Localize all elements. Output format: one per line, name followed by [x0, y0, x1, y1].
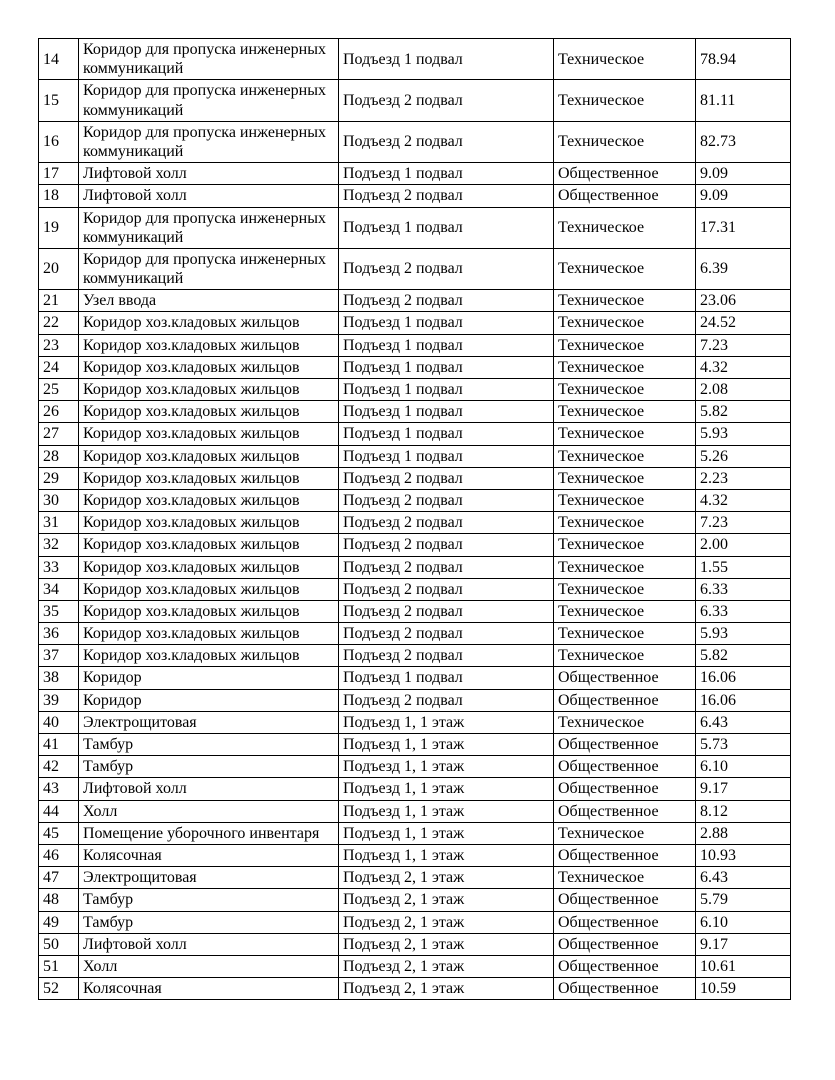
- cell-room-name: Коридор хоз.кладовых жильцов: [79, 423, 339, 445]
- cell-room-name: Тамбур: [79, 911, 339, 933]
- cell-location: Подъезд 2, 1 этаж: [339, 867, 554, 889]
- cell-room-name: Коридор для пропуска инженерных коммуникаций: [79, 248, 339, 289]
- cell-room-type: Общественное: [554, 889, 696, 911]
- cell-location: Подъезд 1 подвал: [339, 667, 554, 689]
- cell-row-number: 30: [39, 489, 79, 511]
- table-row: [39, 121, 791, 162]
- cell-room-name: Коридор хоз.кладовых жильцов: [79, 379, 339, 401]
- cell-room-type: Общественное: [554, 778, 696, 800]
- table-row: [39, 734, 791, 756]
- cell-area: 10.61: [696, 955, 791, 977]
- table-row: [39, 423, 791, 445]
- cell-room-name: Коридор для пропуска инженерных коммуникаций: [79, 39, 339, 80]
- table-row: [39, 978, 791, 1000]
- cell-area: 6.10: [696, 911, 791, 933]
- table-row: [39, 600, 791, 622]
- cell-room-name: Коридор для пропуска инженерных коммуникаций: [79, 121, 339, 162]
- cell-location: Подъезд 1, 1 этаж: [339, 822, 554, 844]
- cell-area: 6.10: [696, 756, 791, 778]
- cell-row-number: 45: [39, 822, 79, 844]
- cell-row-number: 41: [39, 734, 79, 756]
- cell-room-type: Техническое: [554, 121, 696, 162]
- cell-room-name: Холл: [79, 800, 339, 822]
- cell-area: 8.12: [696, 800, 791, 822]
- table-row: [39, 689, 791, 711]
- cell-room-type: Техническое: [554, 556, 696, 578]
- cell-location: Подъезд 2 подвал: [339, 623, 554, 645]
- table-row: [39, 556, 791, 578]
- cell-room-name: Коридор хоз.кладовых жильцов: [79, 489, 339, 511]
- cell-room-type: Техническое: [554, 290, 696, 312]
- cell-location: Подъезд 1 подвал: [339, 356, 554, 378]
- cell-row-number: 44: [39, 800, 79, 822]
- cell-room-type: Общественное: [554, 185, 696, 207]
- cell-row-number: 38: [39, 667, 79, 689]
- cell-location: Подъезд 2, 1 этаж: [339, 889, 554, 911]
- table-row: [39, 933, 791, 955]
- cell-room-name: Помещение уборочного инвентаря: [79, 822, 339, 844]
- cell-room-name: Коридор хоз.кладовых жильцов: [79, 356, 339, 378]
- table-row: [39, 512, 791, 534]
- cell-room-type: Техническое: [554, 822, 696, 844]
- table-row: [39, 756, 791, 778]
- cell-location: Подъезд 2 подвал: [339, 645, 554, 667]
- cell-area: 5.26: [696, 445, 791, 467]
- cell-row-number: 43: [39, 778, 79, 800]
- cell-row-number: 22: [39, 312, 79, 334]
- cell-row-number: 52: [39, 978, 79, 1000]
- cell-row-number: 39: [39, 689, 79, 711]
- cell-location: Подъезд 2 подвал: [339, 467, 554, 489]
- cell-room-name: Лифтовой холл: [79, 185, 339, 207]
- cell-location: Подъезд 2 подвал: [339, 248, 554, 289]
- cell-room-name: Коридор хоз.кладовых жильцов: [79, 401, 339, 423]
- cell-location: Подъезд 1 подвал: [339, 207, 554, 248]
- cell-room-type: Общественное: [554, 911, 696, 933]
- cell-location: Подъезд 1, 1 этаж: [339, 800, 554, 822]
- cell-room-name: Колясочная: [79, 978, 339, 1000]
- cell-area: 5.93: [696, 423, 791, 445]
- cell-area: 6.33: [696, 578, 791, 600]
- table-row: [39, 489, 791, 511]
- cell-room-type: Общественное: [554, 756, 696, 778]
- cell-room-type: Техническое: [554, 867, 696, 889]
- cell-area: 82.73: [696, 121, 791, 162]
- cell-location: Подъезд 1, 1 этаж: [339, 756, 554, 778]
- cell-room-type: Общественное: [554, 163, 696, 185]
- cell-row-number: 48: [39, 889, 79, 911]
- cell-area: 9.17: [696, 778, 791, 800]
- cell-room-name: Коридор для пропуска инженерных коммуникаций: [79, 80, 339, 121]
- cell-area: 4.32: [696, 489, 791, 511]
- cell-location: Подъезд 2 подвал: [339, 80, 554, 121]
- cell-row-number: 19: [39, 207, 79, 248]
- cell-room-type: Техническое: [554, 39, 696, 80]
- cell-row-number: 50: [39, 933, 79, 955]
- cell-area: 78.94: [696, 39, 791, 80]
- cell-room-type: Общественное: [554, 978, 696, 1000]
- cell-area: 7.23: [696, 334, 791, 356]
- cell-room-name: Тамбур: [79, 734, 339, 756]
- cell-location: Подъезд 2, 1 этаж: [339, 933, 554, 955]
- cell-room-type: Техническое: [554, 445, 696, 467]
- cell-location: Подъезд 1, 1 этаж: [339, 734, 554, 756]
- cell-row-number: 23: [39, 334, 79, 356]
- cell-row-number: 26: [39, 401, 79, 423]
- table-body: [39, 39, 791, 1000]
- cell-location: Подъезд 1 подвал: [339, 163, 554, 185]
- cell-location: Подъезд 1, 1 этаж: [339, 844, 554, 866]
- cell-row-number: 31: [39, 512, 79, 534]
- table-row: [39, 578, 791, 600]
- cell-area: 6.33: [696, 600, 791, 622]
- cell-area: 23.06: [696, 290, 791, 312]
- cell-room-type: Техническое: [554, 423, 696, 445]
- cell-area: 5.79: [696, 889, 791, 911]
- cell-room-type: Общественное: [554, 734, 696, 756]
- cell-room-type: Техническое: [554, 401, 696, 423]
- cell-row-number: 51: [39, 955, 79, 977]
- cell-room-name: Тамбур: [79, 756, 339, 778]
- cell-room-name: Коридор: [79, 667, 339, 689]
- cell-row-number: 17: [39, 163, 79, 185]
- cell-room-name: Коридор хоз.кладовых жильцов: [79, 445, 339, 467]
- cell-area: 4.32: [696, 356, 791, 378]
- cell-row-number: 35: [39, 600, 79, 622]
- cell-row-number: 18: [39, 185, 79, 207]
- cell-room-type: Техническое: [554, 334, 696, 356]
- cell-room-type: Техническое: [554, 312, 696, 334]
- cell-room-name: Колясочная: [79, 844, 339, 866]
- cell-room-name: Коридор хоз.кладовых жильцов: [79, 623, 339, 645]
- cell-room-type: Техническое: [554, 578, 696, 600]
- table-row: [39, 955, 791, 977]
- cell-room-name: Коридор: [79, 689, 339, 711]
- cell-room-name: Лифтовой холл: [79, 778, 339, 800]
- table-row: [39, 445, 791, 467]
- cell-location: Подъезд 2 подвал: [339, 689, 554, 711]
- cell-area: 5.73: [696, 734, 791, 756]
- cell-location: Подъезд 2, 1 этаж: [339, 978, 554, 1000]
- cell-area: 9.09: [696, 185, 791, 207]
- cell-location: Подъезд 2 подвал: [339, 290, 554, 312]
- cell-row-number: 46: [39, 844, 79, 866]
- cell-row-number: 21: [39, 290, 79, 312]
- table-row: [39, 379, 791, 401]
- cell-row-number: 42: [39, 756, 79, 778]
- cell-area: 2.08: [696, 379, 791, 401]
- cell-row-number: 27: [39, 423, 79, 445]
- cell-area: 10.59: [696, 978, 791, 1000]
- cell-area: 24.52: [696, 312, 791, 334]
- cell-room-name: Электрощитовая: [79, 867, 339, 889]
- cell-row-number: 14: [39, 39, 79, 80]
- cell-room-name: Коридор хоз.кладовых жильцов: [79, 645, 339, 667]
- cell-row-number: 36: [39, 623, 79, 645]
- cell-row-number: 34: [39, 578, 79, 600]
- rooms-table: [38, 38, 791, 1000]
- table-row: [39, 844, 791, 866]
- table-row: [39, 667, 791, 689]
- cell-area: 2.23: [696, 467, 791, 489]
- cell-area: 81.11: [696, 80, 791, 121]
- cell-room-name: Коридор хоз.кладовых жильцов: [79, 512, 339, 534]
- cell-location: Подъезд 2 подвал: [339, 556, 554, 578]
- table-row: [39, 800, 791, 822]
- table-row: [39, 867, 791, 889]
- cell-row-number: 32: [39, 534, 79, 556]
- cell-room-name: Узел ввода: [79, 290, 339, 312]
- table-row: [39, 39, 791, 80]
- cell-room-type: Общественное: [554, 844, 696, 866]
- cell-row-number: 25: [39, 379, 79, 401]
- cell-row-number: 47: [39, 867, 79, 889]
- table-row: [39, 467, 791, 489]
- cell-location: Подъезд 2 подвал: [339, 600, 554, 622]
- table-row: [39, 645, 791, 667]
- cell-area: 16.06: [696, 667, 791, 689]
- table-row: [39, 185, 791, 207]
- cell-row-number: 40: [39, 711, 79, 733]
- cell-location: Подъезд 2 подвал: [339, 489, 554, 511]
- cell-room-type: Техническое: [554, 379, 696, 401]
- cell-area: 2.88: [696, 822, 791, 844]
- cell-location: Подъезд 1 подвал: [339, 401, 554, 423]
- table-row: [39, 207, 791, 248]
- cell-room-type: Техническое: [554, 623, 696, 645]
- cell-row-number: 20: [39, 248, 79, 289]
- cell-room-type: Техническое: [554, 80, 696, 121]
- table-row: [39, 401, 791, 423]
- cell-location: Подъезд 2 подвал: [339, 578, 554, 600]
- cell-room-name: Коридор для пропуска инженерных коммуникаций: [79, 207, 339, 248]
- cell-room-name: Холл: [79, 955, 339, 977]
- cell-area: 6.39: [696, 248, 791, 289]
- cell-row-number: 28: [39, 445, 79, 467]
- cell-area: 9.17: [696, 933, 791, 955]
- cell-row-number: 24: [39, 356, 79, 378]
- cell-room-name: Коридор хоз.кладовых жильцов: [79, 312, 339, 334]
- cell-row-number: 15: [39, 80, 79, 121]
- cell-room-name: Коридор хоз.кладовых жильцов: [79, 534, 339, 556]
- table-row: [39, 356, 791, 378]
- cell-room-name: Лифтовой холл: [79, 163, 339, 185]
- cell-area: 9.09: [696, 163, 791, 185]
- cell-room-type: Общественное: [554, 689, 696, 711]
- cell-location: Подъезд 1, 1 этаж: [339, 778, 554, 800]
- cell-location: Подъезд 1 подвал: [339, 445, 554, 467]
- cell-room-type: Общественное: [554, 667, 696, 689]
- cell-location: Подъезд 2 подвал: [339, 534, 554, 556]
- cell-room-type: Техническое: [554, 467, 696, 489]
- cell-area: 1.55: [696, 556, 791, 578]
- table-row: [39, 778, 791, 800]
- cell-area: 2.00: [696, 534, 791, 556]
- cell-location: Подъезд 2 подвал: [339, 121, 554, 162]
- cell-location: Подъезд 1 подвал: [339, 39, 554, 80]
- table-row: [39, 822, 791, 844]
- cell-room-name: Электрощитовая: [79, 711, 339, 733]
- cell-room-type: Общественное: [554, 800, 696, 822]
- cell-room-type: Общественное: [554, 933, 696, 955]
- cell-location: Подъезд 2, 1 этаж: [339, 955, 554, 977]
- cell-room-type: Техническое: [554, 534, 696, 556]
- cell-room-name: Коридор хоз.кладовых жильцов: [79, 556, 339, 578]
- cell-row-number: 16: [39, 121, 79, 162]
- cell-area: 16.06: [696, 689, 791, 711]
- table-row: [39, 334, 791, 356]
- table-row: [39, 889, 791, 911]
- cell-room-name: Коридор хоз.кладовых жильцов: [79, 600, 339, 622]
- cell-room-name: Тамбур: [79, 889, 339, 911]
- cell-location: Подъезд 1, 1 этаж: [339, 711, 554, 733]
- cell-room-name: Коридор хоз.кладовых жильцов: [79, 467, 339, 489]
- cell-location: Подъезд 1 подвал: [339, 423, 554, 445]
- table-row: [39, 163, 791, 185]
- cell-area: 5.82: [696, 401, 791, 423]
- table-row: [39, 534, 791, 556]
- cell-location: Подъезд 2 подвал: [339, 512, 554, 534]
- cell-room-type: Техническое: [554, 711, 696, 733]
- cell-room-type: Техническое: [554, 512, 696, 534]
- cell-location: Подъезд 1 подвал: [339, 379, 554, 401]
- cell-row-number: 49: [39, 911, 79, 933]
- cell-room-type: Техническое: [554, 645, 696, 667]
- cell-room-name: Коридор хоз.кладовых жильцов: [79, 578, 339, 600]
- cell-room-type: Техническое: [554, 356, 696, 378]
- table-row: [39, 623, 791, 645]
- cell-location: Подъезд 1 подвал: [339, 334, 554, 356]
- cell-room-name: Коридор хоз.кладовых жильцов: [79, 334, 339, 356]
- cell-room-type: Техническое: [554, 248, 696, 289]
- cell-location: Подъезд 2 подвал: [339, 185, 554, 207]
- table-row: [39, 711, 791, 733]
- cell-room-type: Техническое: [554, 600, 696, 622]
- table-row: [39, 248, 791, 289]
- table-row: [39, 911, 791, 933]
- cell-room-type: Техническое: [554, 207, 696, 248]
- cell-location: Подъезд 2, 1 этаж: [339, 911, 554, 933]
- cell-area: 7.23: [696, 512, 791, 534]
- cell-area: 5.82: [696, 645, 791, 667]
- cell-room-name: Лифтовой холл: [79, 933, 339, 955]
- table-row: [39, 290, 791, 312]
- cell-area: 5.93: [696, 623, 791, 645]
- cell-area: 17.31: [696, 207, 791, 248]
- table-row: [39, 312, 791, 334]
- cell-row-number: 33: [39, 556, 79, 578]
- cell-room-type: Общественное: [554, 955, 696, 977]
- cell-room-type: Техническое: [554, 489, 696, 511]
- cell-area: 10.93: [696, 844, 791, 866]
- cell-area: 6.43: [696, 867, 791, 889]
- cell-row-number: 37: [39, 645, 79, 667]
- table-row: [39, 80, 791, 121]
- cell-location: Подъезд 1 подвал: [339, 312, 554, 334]
- cell-row-number: 29: [39, 467, 79, 489]
- cell-area: 6.43: [696, 711, 791, 733]
